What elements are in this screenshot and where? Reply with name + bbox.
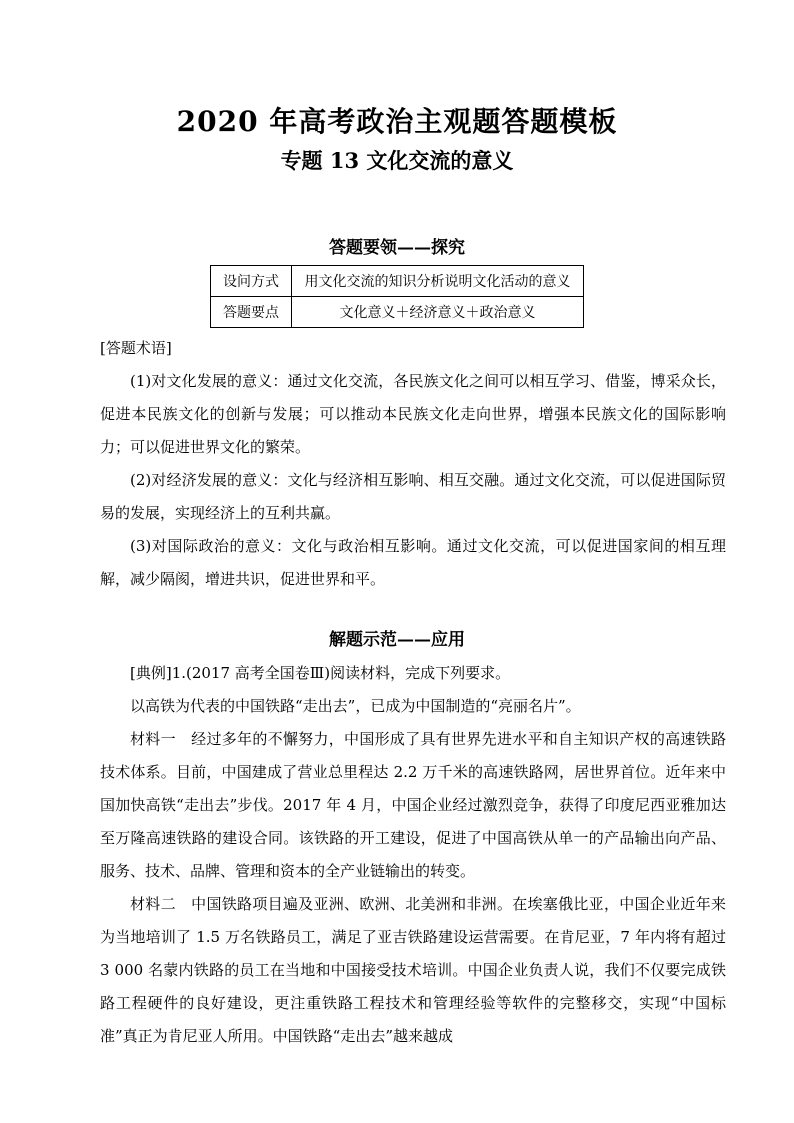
table-cell-value: 用文化交流的知识分析说明文化活动的意义 <box>292 266 584 297</box>
section-heading-explore: 答题要领——探究 <box>329 238 465 258</box>
table-cell-value: 文化意义＋经济意义＋政治意义 <box>292 297 584 328</box>
answer-point-culture: (1)对文化发展的意义：通过文化交流，各民族文化之间可以相互学习、借鉴，博采众长，促进本民族文化的创新与发展；可以推动本民族文化走向世界，增强本民族文化的国际影响力；可以促进世界文化的繁荣。 <box>100 372 726 456</box>
page-title: 2020 年高考政治主观题答题模板 <box>176 105 618 138</box>
material-two: 材料二 中国铁路项目遍及亚洲、欧洲、北美洲和非洲。在埃塞俄比亚，中国企业近年来为当地培训了 1.5 万名铁路员工，满足了亚吉铁路建设运营需要。在肯尼亚，7 年内将有超过 3 000 名蒙内铁路的员工在当地和中国接受技术培训。中国企业负责人说，我们不仅要完成铁路工程硬件的良好建设，更注重铁路工程技术和管理经验等软件的完整移交，实现“中国标准”真正为肯尼亚人所用。中国铁路“走出去”越来越成 <box>100 895 726 1045</box>
answer-point-economy: (2)对经济发展的意义：文化与经济相互影响、相互交融。通过文化交流，可以促进国际贸易的发展，实现经济上的互利共赢。 <box>100 471 726 522</box>
table-cell-label: 答题要点 <box>211 297 292 328</box>
material-one: 材料一 经过多年的不懈努力，中国形成了具有世界先进水平和自主知识产权的高速铁路技术体系。目前，中国建成了营业总里程达 2.2 万千米的高速铁路网，居世界首位。近年来中国加快高铁“走出去”步伐。2017 年 4 月，中国企业经过激烈竞争，获得了印度尼西亚雅加达至万隆高速铁路的建设合同。该铁路的开工建设，促进了中国高铁从单一的产品输出向产品、服务、技术、品牌、管理和资本的全产业链输出的转变。 <box>100 730 726 880</box>
table-row <box>211 266 584 297</box>
answer-point-politics: (3)对国际政治的意义：文化与政治相互影响。通过文化交流，可以促进国家间的相互理解，减少隔阂，增进共识，促进世界和平。 <box>100 537 726 588</box>
example-lead: 以高铁为代表的中国铁路“走出去”，已成为中国制造的“亮丽名片”。 <box>130 697 581 715</box>
term-label: [答题术语] <box>100 339 172 357</box>
answer-key-table <box>210 265 584 328</box>
example-intro: [典例]1.(2017 高考全国卷Ⅲ)阅读材料，完成下列要求。 <box>130 664 511 682</box>
page-subtitle: 专题 13 文化交流的意义 <box>280 148 514 173</box>
section-heading-apply: 解题示范——应用 <box>329 630 465 650</box>
table-row <box>211 297 584 328</box>
table-cell-label: 设问方式 <box>211 266 292 297</box>
